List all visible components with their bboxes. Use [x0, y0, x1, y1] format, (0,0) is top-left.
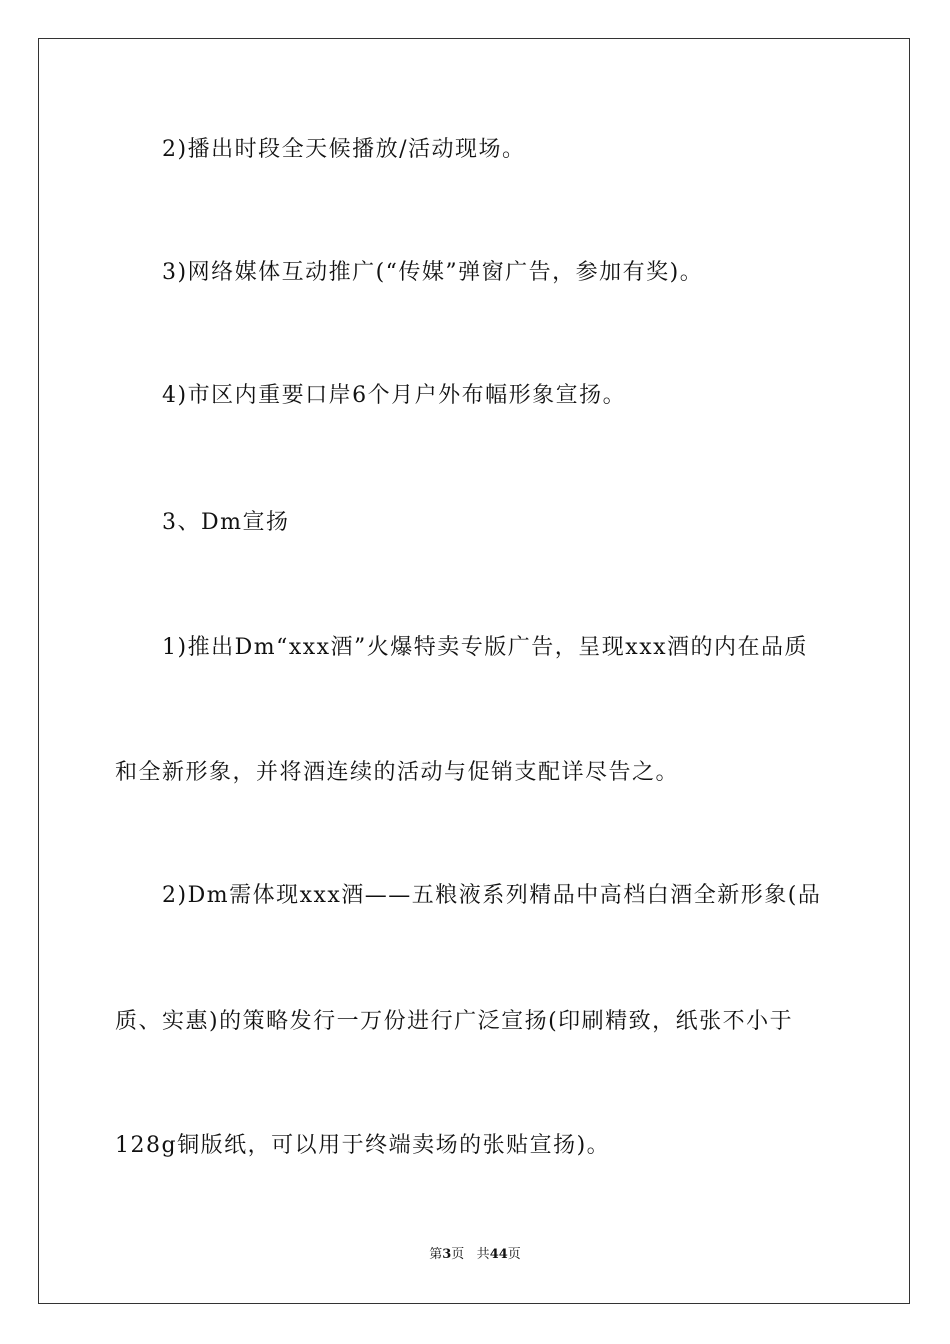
footer-total-prefix: 共: [476, 1247, 490, 1262]
paragraph-line-1: 2)播出时段全天候播放/活动现场。: [162, 137, 526, 162]
footer-page-prefix: 第: [429, 1247, 443, 1262]
paragraph-line-6: 2)Dm需体现xxx酒——五粮液系列精品中高档白酒全新形象(品: [162, 883, 822, 908]
paragraph-line-7: 质、实惠)的策略发行一万份进行广泛宣扬(印刷精致，纸张不小于: [115, 1009, 794, 1034]
paragraph-line-5: 和全新形象，并将酒连续的活动与促销支配详尽告之。: [115, 760, 680, 785]
page-border: [38, 38, 910, 1304]
footer-page-unit: 页: [451, 1247, 465, 1262]
section-heading: 3、Dm宣扬: [162, 510, 290, 535]
footer-total-unit: 页: [507, 1247, 521, 1262]
paragraph-line-2: 3)网络媒体互动推广(“传媒”弹窗广告，参加有奖)。: [162, 260, 704, 285]
footer-total-pages: 44: [489, 1247, 508, 1262]
paragraph-line-3: 4)市区内重要口岸6个月户外布幅形象宣扬。: [162, 383, 627, 408]
paragraph-line-8: 128g铜版纸，可以用于终端卖场的张贴宣扬)。: [115, 1133, 611, 1158]
paragraph-line-4: 1)推出Dm“xxx酒”火爆特卖专版广告，呈现xxx酒的内在品质: [162, 635, 809, 660]
footer-page-number: 3: [442, 1247, 452, 1262]
page-footer: [0, 1246, 950, 1264]
